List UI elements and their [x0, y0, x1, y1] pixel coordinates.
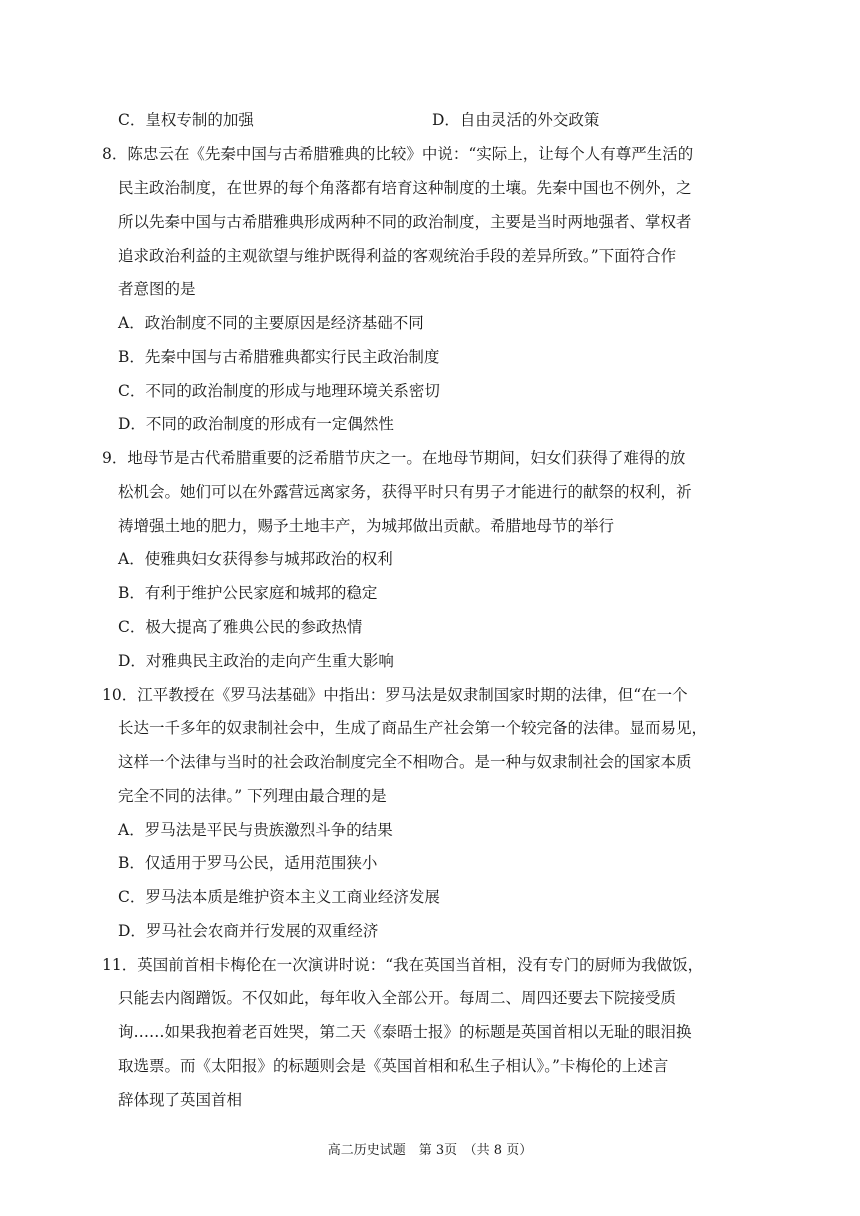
q10-option-c: C．罗马法本质是维护资本主义工商业经济发展 [118, 888, 440, 906]
q11-stem-line-1: 11．英国前首相卡梅伦在一次演讲时说：“我在英国当首相，没有专门的厨师为我做饭， [102, 956, 704, 974]
q8-stem-line-5: 者意图的是 [118, 280, 196, 298]
q8-stem-line-3: 所以先秦中国与古希腊雅典形成两种不同的政治制度，主要是当时两地强者、掌权者 [118, 213, 692, 231]
q10-stem-line-3: 这样一个法律与当时的社会政治制度完全不相吻合。是一种与奴隶制社会的国家本质 [118, 753, 692, 771]
q10-stem-line-2: 长达一千多年的奴隶制社会中，生成了商品生产社会第一个较完备的法律。显而易见， [118, 719, 708, 737]
q9-stem-line-3: 祷增强土地的肥力，赐予土地丰产，为城邦做出贡献。希腊地母节的举行 [118, 517, 615, 535]
q10-option-d: D．罗马社会农商并行发展的双重经济 [118, 922, 379, 940]
q10-stem-line-4: 完全不同的法律。” 下列理由最合理的是 [118, 787, 387, 805]
q10-stem-line-1: 10．江平教授在《罗马法基础》中指出：罗马法是奴隶制国家时期的法律，但“在一个 [102, 686, 688, 704]
q8-stem-line-4: 追求政治利益的主观欲望与维护既得利益的客观统治手段的差异所致。”下面符合作 [118, 247, 677, 265]
q8-option-a: A．政治制度不同的主要原因是经济基础不同 [118, 314, 424, 332]
page-footer: 高二历史试题 第 3页 （共 8 页） [327, 1143, 533, 1158]
q8-option-d: D．不同的政治制度的形成有一定偶然性 [118, 415, 394, 433]
q9-option-c: C．极大提高了雅典公民的参政热情 [118, 618, 363, 636]
q7-option-c: C．皇权专制的加强 [118, 111, 254, 129]
q10-option-a: A．罗马法是平民与贵族激烈斗争的结果 [118, 821, 393, 839]
q11-stem-line-5: 辞体现了英国首相 [118, 1091, 243, 1109]
q8-stem-line-1: 8．陈忠云在《先秦中国与古希腊雅典的比较》中说：“实际上，让每个人有尊严生活的 [102, 145, 694, 163]
q11-stem-line-3: 询……如果我抱着老百姓哭，第二天《泰晤士报》的标题是英国首相以无耻的眼泪换 [118, 1023, 692, 1041]
q11-stem-line-4: 取选票。而《太阳报》的标题则会是《英国首相和私生子相认》。”卡梅伦的上述言 [118, 1057, 669, 1075]
q10-option-b: B．仅适用于罗马公民，适用范围狭小 [118, 854, 378, 872]
q9-option-d: D．对雅典民主政治的走向产生重大影响 [118, 652, 394, 670]
q9-option-b: B．有利于维护公民家庭和城邦的稳定 [118, 584, 378, 602]
q9-stem-line-2: 松机会。她们可以在外露营远离家务，获得平时只有男子才能进行的献祭的权利，祈 [118, 483, 692, 501]
q8-option-c: C．不同的政治制度的形成与地理环境关系密切 [118, 382, 440, 400]
q11-stem-line-2: 只能去内阁蹭饭。不仅如此，每年收入全部公开。每周二、周四还要去下院接受质 [118, 989, 677, 1007]
q8-stem-line-2: 民主政治制度，在世界的每个角落都有培育这种制度的土壤。先秦中国也不例外，之 [118, 179, 692, 197]
q7-option-d: D．自由灵活的外交政策 [432, 111, 600, 129]
q8-option-b: B．先秦中国与古希腊雅典都实行民主政治制度 [118, 348, 440, 366]
q9-option-a: A．使雅典妇女获得参与城邦政治的权利 [118, 550, 393, 568]
q9-stem-line-1: 9．地母节是古代希腊重要的泛希腊节庆之一。在地母节期间，妇女们获得了难得的放 [102, 449, 686, 467]
